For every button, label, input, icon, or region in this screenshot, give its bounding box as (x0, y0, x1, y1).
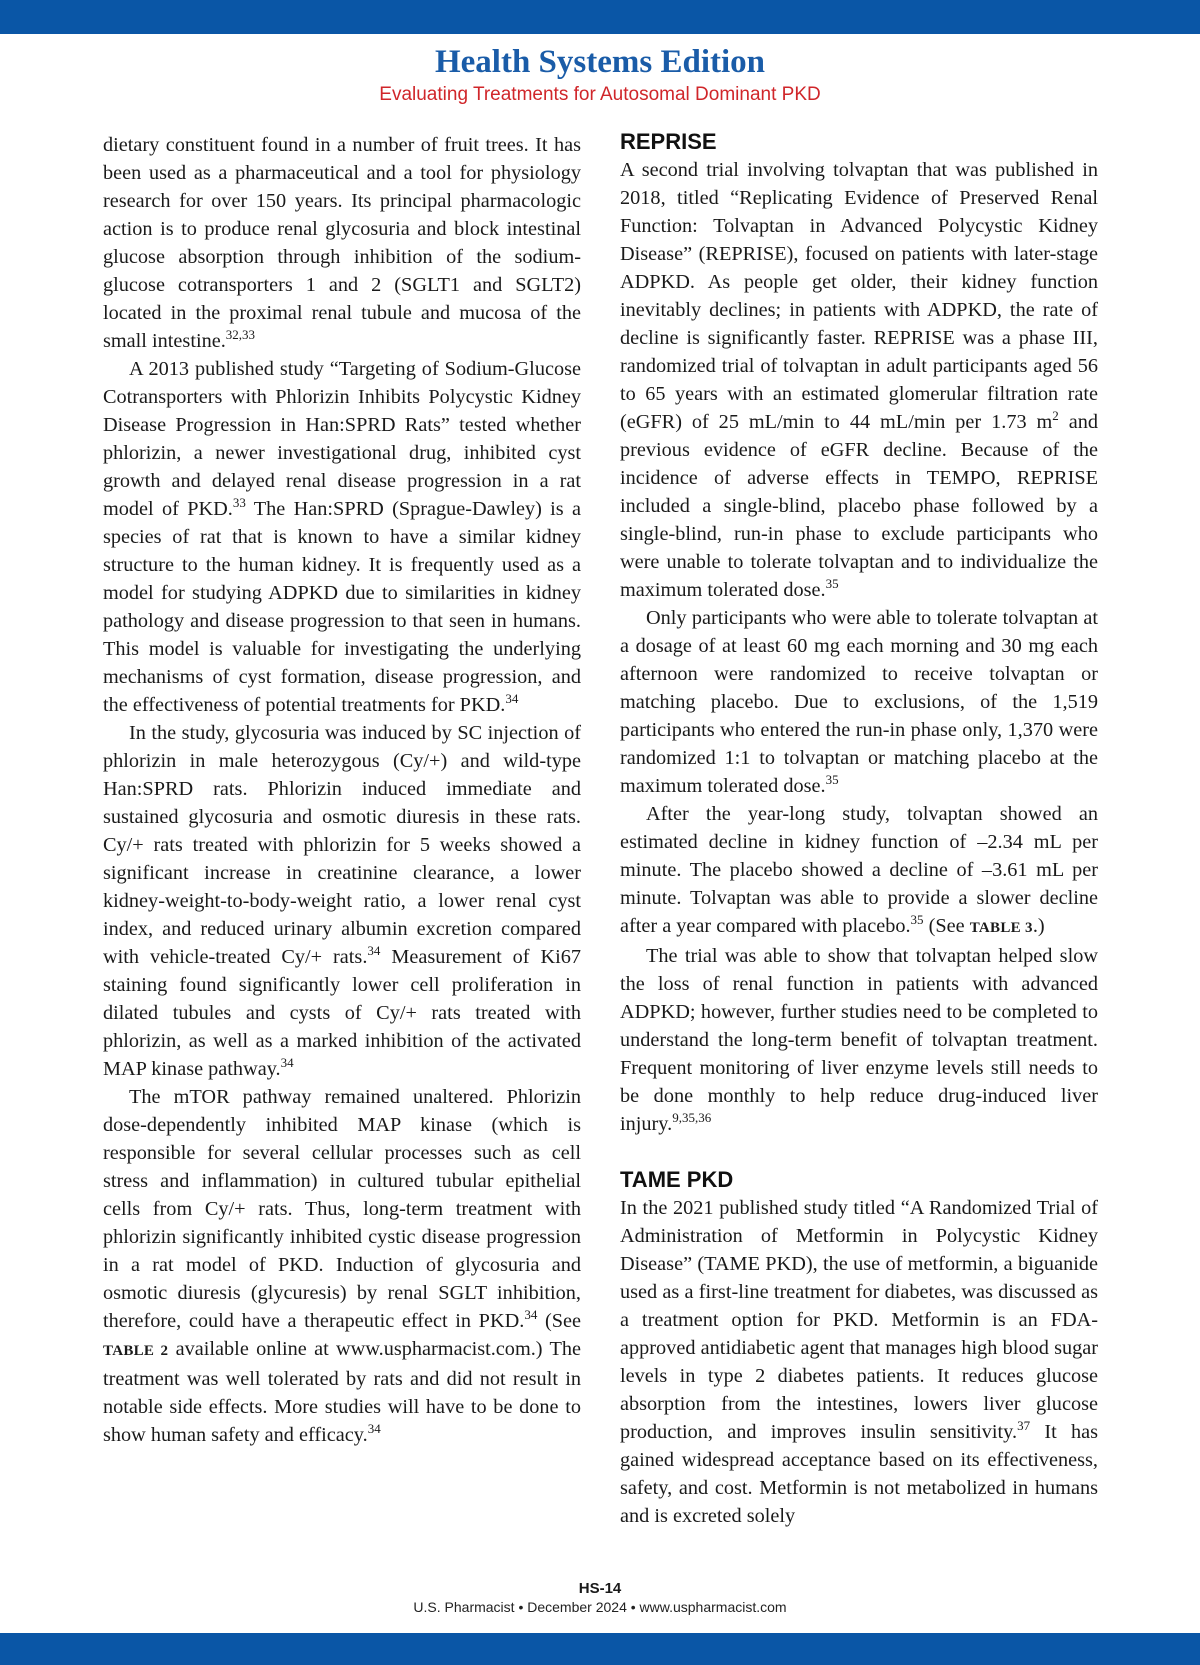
reference: 32,33 (225, 327, 256, 342)
page-footer (0, 1580, 1200, 1616)
table-reference: TABLE 3 (969, 920, 1033, 936)
paragraph: A second trial involving tolvaptan that was published in 2018, titled “Replicating Evidence of Preserved Renal Function: Tolvaptan in Advanced Polycystic Kidney Disease” (REPRISE), focused on patients with later-stage ADPKD. As people get older, their kidney function inevitably declines; in patients with ADPKD, the rate of decline is significantly faster. REPRISE was a phase III, randomized trial of tolvaptan in adult participants aged 56 to 65 years with an estimated glomerular filtration rate (eGFR) of 25 mL/min to 44 mL/min per 1.73 $m^2$ and previous evidence of eGFR decline. Because of the incidence of adverse effects in TEMPO, REPRISE included a single-blind, placebo phase followed by a single-blind, run-in phase to exclude participants who were unable to tolerate tolvaptan and to individualize the maximum tolerated dose.$^{35}$ (620, 159, 1098, 601)
article-subtitle: Evaluating Treatments for Autosomal Dominant PKD (379, 84, 821, 105)
paragraph: The trial was able to show that tolvaptan helped slow the loss of renal function in patients with advanced ADPKD; however, further studies need to be completed to understand the long-term benefit of tolvaptan treatment. Frequent monitoring of liver enzyme levels still needs to be done monthly to help reduce drug-induced liver injury.$^{9,35,36}$ (620, 945, 1098, 1135)
paragraph: After the year-long study, tolvaptan showed an estimated decline in kidney function of –2.34 mL per minute. The placebo showed a decline of –3.61 mL per minute. Tolvaptan was able to provide a slower decline after a year compared with placebo.$^{35}$ (See TABLE 3.) (620, 803, 1098, 937)
publication-line: U.S. Pharmacist • December 2024 • www.uspharmacist.com (413, 1599, 787, 1615)
reference: 34 (505, 691, 519, 706)
reference: 34 (367, 943, 381, 958)
reference: 35 (825, 772, 839, 787)
edition-title: Health Systems Edition (434, 44, 766, 80)
paragraph: A 2013 published study “Targeting of Sodium-Glucose Cotransporters with Phlorizin Inhibits Polycystic Kidney Disease Progression in Han:SPRD Rats” tested whether phlorizin, a newer investigational drug, inhibited cyst growth and delayed renal disease progression in a rat model of PKD.$^{33}$ The Han:SPRD (Sprague-Dawley) is a species of rat that is known to have a similar kidney structure to the human kidney. It is frequently used as a model for studying ADPKD due to similarities in kidney pathology and disease progression to that seen in humans. This model is valuable for investigating the underlying mechanisms of cyst formation, disease progression, and the effectiveness of potential treatments for PKD.$^{34}$ (103, 358, 581, 716)
masthead (0, 42, 1200, 107)
paragraph: dietary constituent found in a number of fruit trees. It has been used as a pharmaceutical and a tool for physiology research for over 150 years. Its principal pharmacologic action is to produce renal glycosuria and block intestinal glucose absorption through inhibition of the sodium-glucose cotransporters 1 and 2 (SGLT1 and SGLT2) located in the proximal renal tubule and mucosa of the small intestine.$^{32,33}$ (103, 134, 581, 352)
bottom-color-bar (0, 1633, 1200, 1665)
reference: 35 (910, 912, 924, 927)
reference: 9,35,36 (672, 1110, 712, 1125)
paragraph: Only participants who were able to tolerate tolvaptan at a dosage of at least 60 mg each morning and 30 mg each afternoon were randomized to receive tolvaptan or matching placebo. Due to exclusions, of the 1,519 participants who entered the run-in phase only, 1,370 were randomized 1:1 to tolvaptan or matching placebo at the maximum tolerated dose.$^{35}$ (620, 607, 1098, 797)
right-column (620, 128, 1098, 1530)
paragraph: The mTOR pathway remained unaltered. Phlorizin dose-dependently inhibited MAP kinase (which is responsible for several cellular processes such as cell stress and inflammation) in cultured tubular epithelial cells from Cy/+ rats. Thus, long-term treatment with phlorizin significantly inhibited cystic disease progression in a rat model of PKD. Induction of glycosuria and osmotic diuresis (glycuresis) by renal SGLT inhibition, therefore, could have a therapeutic effect in PKD.$^{34}$ (See TABLE 2 available online at www.uspharmacist.com.) The treatment was well tolerated by rats and did not result in notable side effects. More studies will have to be done to show human safety and efficacy.$^{34}$ (103, 1086, 582, 1446)
top-color-bar (0, 0, 1200, 34)
reference: 34 (367, 1421, 381, 1436)
paragraph: In the 2021 published study titled “A Randomized Trial of Administration of Metformin in Polycystic Kidney Disease” (TAME PKD), the use of metformin, a biguanide used as a first-line treatment for diabetes, was discussed as a treatment option for PKD. Metformin is an FDA-approved antidiabetic agent that manages high blood sugar levels in type 2 diabetes patients. It reduces glucose absorption from the intestines, lowers liver glucose production, and improves insulin sensitivity.$^{37}$ It has gained widespread acceptance based on its effectiveness, safety, and cost. Metformin is not metabolized in humans and is excreted solely (620, 1197, 1098, 1527)
table-reference: TABLE 2 (103, 1343, 169, 1359)
reference: 34 (524, 1307, 538, 1322)
reference: 34 (280, 1055, 294, 1070)
section-heading-tame-pkd: TAME PKD (620, 1167, 734, 1192)
reference: 37 (1017, 1418, 1031, 1433)
left-column (103, 131, 581, 1449)
superscript: 2 (1052, 408, 1059, 423)
reference: 35 (825, 576, 839, 591)
paragraph: In the study, glycosuria was induced by SC injection of phlorizin in male heterozygous (Cy/+) and wild-type Han:SPRD rats. Phlorizin induced immediate and sustained glycosuria and osmotic diuresis in these rats. Cy/+ rats treated with phlorizin for 5 weeks showed a significant increase in creatinine clearance, a lower kidney-weight-to-body-weight ratio, a lower renal cyst index, and reduced urinary albumin excretion compared with vehicle-treated Cy/+ rats.$^{34}$ Measurement of Ki67 staining found significantly lower cell proliferation in dilated tubules and cysts of Cy/+ rats treated with phlorizin, as well as a marked inhibition of the activated MAP kinase pathway.$^{34}$ (103, 722, 582, 1080)
section-heading-reprise: REPRISE (620, 129, 717, 154)
page-number: HS-14 (578, 1580, 622, 1597)
reference: 33 (232, 495, 246, 510)
